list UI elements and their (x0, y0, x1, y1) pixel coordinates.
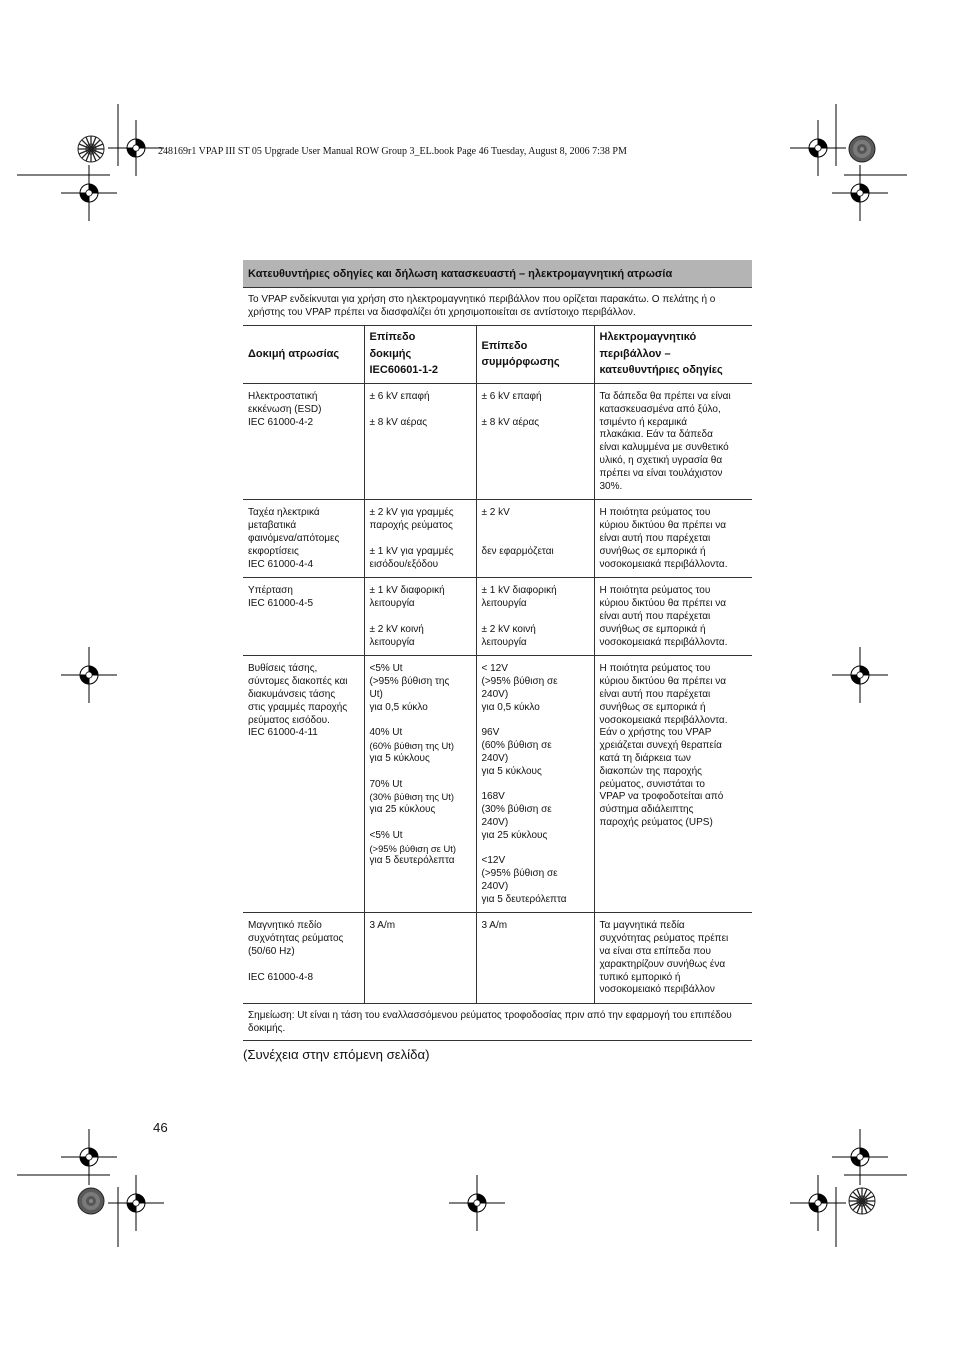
cell-text-line: ± 8 kV αέρας (369, 416, 428, 428)
cell-spacer (482, 520, 589, 533)
cell-text-line: περιβάλλον – (599, 347, 671, 360)
cell-text-line: ± 2 kV για γραμμές (369, 507, 454, 519)
section-title: Κατευθυντήριες οδηγίες και δήλωση κατασκευαστή – ηλεκτρομαγνητική ατρωσία (243, 260, 752, 288)
registration-crosshair-icon (61, 1129, 117, 1185)
cell-text-line: Ηλεκτρομαγνητικό (599, 331, 697, 344)
cell-text-line: Εάν ο χρήστης του VPAP (599, 727, 712, 739)
cell-test (243, 384, 364, 500)
cell-spacer (482, 843, 589, 856)
cell-text-line: 96V (481, 727, 500, 739)
registration-crosshair-icon (449, 1175, 505, 1231)
cell-text-line: συνήθως σε εμπορικά ή (599, 545, 706, 557)
cell-text-line: 3 A/m (369, 920, 396, 932)
cell-text-line: ± 2 kV κοινή (481, 623, 536, 635)
cell-text-line: 240V) (481, 752, 509, 764)
emc-immunity-section (243, 260, 752, 1041)
cell-spacer (482, 715, 589, 728)
header-test-level (364, 326, 476, 384)
cell-text-line: Ταχέα ηλεκτρικά (248, 507, 320, 519)
cell-guidance (594, 656, 752, 913)
cell-text-line: είναι καλυμμένα με συνθετικό (599, 442, 729, 454)
cell-text-line: για 5 δευτερόλεπτα (369, 855, 455, 867)
registration-crosshair-icon (832, 647, 888, 703)
cell-text-line: για 5 δευτερόλεπτα (481, 893, 567, 905)
table-row (243, 913, 752, 1004)
cell-text-line: (>95% βύθιση σε Ut) (369, 842, 456, 854)
page-number: 46 (153, 1120, 168, 1135)
table-row (243, 384, 752, 500)
cell-text-line: λειτουργία (481, 598, 527, 610)
immunity-table (243, 326, 752, 1004)
cell-spacer (370, 404, 471, 417)
cell-text-line: <5% Ut (369, 663, 403, 675)
cell-level (364, 384, 476, 500)
cell-guidance (594, 578, 752, 656)
registration-crosshair-icon (61, 165, 117, 221)
cell-text-line: IEC 61000-4-4 (248, 558, 314, 570)
cell-text-line: ± 1 kV διαφορική (481, 585, 557, 597)
cell-text-line: ± 8 kV αέρας (481, 416, 540, 428)
starburst-target-icon (849, 136, 875, 162)
table-header-row (243, 326, 752, 384)
cell-text-line: 168V (481, 791, 505, 803)
cell-compliance (476, 913, 594, 1004)
cell-text-line: VPAP να τροφοδοτείται από (599, 791, 724, 803)
cell-text-line: Επίπεδο (369, 331, 416, 344)
cell-text-line: πλακάκια. Εάν τα δάπεδα (599, 429, 713, 441)
cell-text-line: κύριου δικτύου θα πρέπει να (599, 598, 727, 610)
cell-test (243, 500, 364, 578)
cell-spacer (482, 611, 589, 624)
cell-text-line: <12V (481, 855, 506, 867)
cell-text-line: ± 2 kV (481, 507, 510, 519)
cell-guidance (594, 500, 752, 578)
cell-text-line: νοσοκομειακά περιβάλλοντα. (599, 558, 728, 570)
print-header: 248169r1 VPAP III ST 05 Upgrade User Manual ROW Group 3_EL.book Page 46 Tuesday, August 8, 2006 7:38 PM (158, 146, 627, 157)
cell-test (243, 578, 364, 656)
cell-text-line: IEC60601-1-2 (369, 364, 438, 377)
cell-text-line: να είναι στα επίπεδα που (599, 946, 711, 958)
cell-text-line: ± 1 kV για γραμμές (369, 545, 454, 557)
cell-text-line: Δοκιμή ατρωσίας (248, 347, 340, 360)
cell-text-line: IEC 61000-4-5 (248, 598, 314, 610)
cell-text-line: κατευθυντήριες οδηγίες (599, 364, 723, 377)
cell-text-line: Τα μαγνητικά πεδία (599, 920, 685, 932)
cell-spacer (482, 404, 589, 417)
cell-spacer (482, 779, 589, 792)
registration-crosshair-icon (790, 120, 846, 176)
cell-spacer (370, 611, 471, 624)
cell-text-line: μεταβατικά (248, 520, 297, 532)
cell-compliance (476, 578, 594, 656)
cell-guidance (594, 913, 752, 1004)
cell-text-line: Μαγνητικό πεδίο (248, 920, 322, 932)
cell-text-line: παροχής ρεύματος (UPS) (599, 816, 713, 828)
cell-text-line: (50/60 Hz) (248, 946, 295, 958)
cell-test (243, 656, 364, 913)
cell-test (243, 913, 364, 1004)
cell-text-line: συχνότητας ρεύματος πρέπει (599, 933, 729, 945)
cell-text-line: είναι αυτή που παρέχεται (599, 610, 711, 622)
registration-crosshair-icon (61, 647, 117, 703)
cell-compliance (476, 500, 594, 578)
table-row (243, 656, 752, 913)
cell-spacer (370, 817, 471, 830)
cell-text-line: παροχής ρεύματος (369, 520, 453, 532)
cell-text-line: κατά τη διάρκεια των (599, 752, 691, 764)
cell-text-line: σύντομες διακοπές και (248, 676, 348, 688)
cell-text-line: κατασκευασμένα από ξύλο, (599, 403, 721, 415)
cell-text-line: τυπικό εμπορικό ή (599, 971, 681, 983)
cell-text-line: για 25 κύκλους (369, 804, 436, 816)
cell-spacer (482, 533, 589, 546)
cell-text-line: εισόδου/εξόδου (369, 558, 439, 570)
cell-text-line: Η ποιότητα ρεύματος του (599, 507, 711, 519)
cell-compliance (476, 656, 594, 913)
cell-text-line: (>95% βύθιση της (369, 676, 450, 688)
cell-text-line: δοκιμής (369, 347, 412, 360)
cell-text-line: πρέπει να είναι τουλάχιστον (599, 467, 723, 479)
cell-text-line: φαινόμενα/απότομες (248, 532, 340, 544)
cell-spacer (370, 766, 471, 779)
cell-text-line: ρεύματος, συνιστάται το (599, 778, 705, 790)
cell-text-line: χαρακτηρίζουν συνήθως ένα (599, 958, 726, 970)
cell-level (364, 500, 476, 578)
cell-text-line: Η ποιότητα ρεύματος του (599, 585, 711, 597)
cell-text-line: 70% Ut (369, 778, 403, 790)
cell-text-line: κύριου δικτύου θα πρέπει να (599, 676, 727, 688)
cell-text-line: 240V) (481, 880, 509, 892)
cell-text-line: Επίπεδο (481, 339, 528, 352)
intro-paragraph: Το VPAP ενδείκνυται για χρήση στο ηλεκτρομαγνητικό περιβάλλον που ορίζεται παρακάτω. Ο πελάτης ή ο χρήστης του VPAP πρέπει να διασφαλίζει ότι χρησιμοποιείται σε αντίστοιχο περιβάλλον. (243, 288, 752, 326)
cell-text-line: 30%. (599, 480, 623, 492)
cell-text-line: νοσοκομειακό περιβάλλον (599, 984, 715, 996)
cell-text-line: ± 6 kV επαφή (481, 391, 542, 402)
registration-crosshair-icon (108, 1175, 164, 1231)
cell-text-line: νοσοκομειακά περιβάλλοντα. (599, 714, 728, 726)
registration-crosshair-icon (108, 120, 164, 176)
cell-text-line: κύριου δικτύου θα πρέπει να (599, 520, 727, 532)
cell-text-line: Τα δάπεδα θα πρέπει να είναι (599, 391, 731, 402)
cell-text-line: ρεύματος εισόδου. (248, 714, 330, 726)
header-immunity-test (243, 326, 364, 384)
cell-text-line: για 5 κύκλους (369, 752, 430, 764)
cell-text-line: υλικό, η σχετική υγρασία θα (599, 454, 723, 466)
cell-text-line: διακυμάνσεις τάσης (248, 688, 336, 700)
cell-text-line: Ut) (369, 688, 383, 700)
cell-text-line: λειτουργία (369, 598, 415, 610)
cell-text-line: 40% Ut (369, 727, 403, 739)
cell-text-line: IEC 61000-4-11 (248, 727, 318, 739)
table-row (243, 578, 752, 656)
cell-level (364, 913, 476, 1004)
cell-text-line: ± 2 kV κοινή (369, 623, 424, 635)
cell-text-line: σύστημα αδιάλειπτης (599, 804, 694, 816)
cell-text-line: IEC 61000-4-8 (248, 971, 314, 983)
starburst-target-icon (78, 1188, 104, 1214)
cell-text-line: συμμόρφωσης (481, 356, 560, 368)
cell-text-line: (>95% βύθιση σε (481, 868, 558, 880)
cell-text-line: (60% βύθιση σε (481, 740, 552, 752)
cell-text-line: εκφορτίσεις (248, 545, 299, 557)
cell-text-line: ± 1 kV διαφορική (369, 585, 445, 597)
continued-notice: (Συνέχεια στην επόμενη σελίδα) (243, 1047, 430, 1062)
cell-text-line: διακοπών της παροχής (599, 765, 702, 777)
cell-text-line: < 12V (481, 663, 508, 675)
cell-text-line: για 0,5 κύκλο (481, 701, 540, 713)
cell-text-line: (>95% βύθιση σε (481, 676, 558, 688)
cell-text-line: δεν εφαρμόζεται (481, 545, 554, 557)
cell-level (364, 656, 476, 913)
cell-text-line: Βυθίσεις τάσης, (248, 663, 318, 675)
cell-spacer (370, 715, 471, 728)
cell-text-line: 3 A/m (481, 920, 508, 932)
cell-text-line: συχνότητας ρεύματος (248, 933, 344, 945)
cell-spacer (248, 959, 359, 972)
cell-text-line: για 25 κύκλους (481, 829, 548, 841)
cell-compliance (476, 384, 594, 500)
cell-text-line: Υπέρταση (248, 585, 293, 597)
starburst-target-icon (78, 136, 104, 162)
cell-text-line: συνήθως σε εμπορικά ή (599, 623, 706, 635)
cell-text-line: τσιμέντο ή κεραμικά (599, 416, 687, 428)
header-compliance-level (476, 326, 594, 384)
cell-text-line: είναι αυτή που παρέχεται (599, 532, 711, 544)
cell-text-line: (30% βύθιση σε (481, 804, 552, 816)
cell-text-line: 240V) (481, 816, 509, 828)
cell-text-line: εκκένωση (ESD) (248, 403, 322, 415)
cell-guidance (594, 384, 752, 500)
cell-spacer (370, 533, 471, 546)
cell-text-line: (30% βύθιση της Ut) (369, 791, 454, 803)
cell-text-line: είναι αυτή που παρέχεται (599, 688, 711, 700)
cell-text-line: (60% βύθιση της Ut) (369, 740, 454, 752)
cell-text-line: στις γραμμές παροχής (248, 701, 348, 713)
cell-text-line: Ηλεκτροστατική (248, 391, 318, 402)
header-guidance (594, 326, 752, 384)
cell-text-line: για 0,5 κύκλο (369, 701, 428, 713)
registration-crosshair-icon (832, 1129, 888, 1185)
cell-text-line: συνήθως σε εμπορικά ή (599, 701, 706, 713)
starburst-target-icon (849, 1188, 875, 1214)
cell-text-line: λειτουργία (481, 636, 527, 648)
registration-crosshair-icon (790, 1175, 846, 1231)
cell-text-line: <5% Ut (369, 829, 403, 841)
cell-text-line: Η ποιότητα ρεύματος του (599, 663, 711, 675)
registration-crosshair-icon (832, 165, 888, 221)
cell-text-line: 240V) (481, 688, 509, 700)
cell-level (364, 578, 476, 656)
cell-text-line: λειτουργία (369, 636, 415, 648)
cell-text-line: νοσοκομειακά περιβάλλοντα. (599, 636, 728, 648)
cell-text-line: ± 6 kV επαφή (369, 391, 430, 402)
table-note: Σημείωση: Ut είναι η τάση του εναλλασσόμενου ρεύματος τροφοδοσίας πριν από την εφαρμογή του επιπέδου δοκιμής. (243, 1004, 752, 1041)
cell-text-line: IEC 61000-4-2 (248, 416, 314, 428)
cell-text-line: χρειάζεται συνεχή θεραπεία (599, 740, 722, 752)
cell-text-line: για 5 κύκλους (481, 765, 542, 777)
table-row (243, 500, 752, 578)
